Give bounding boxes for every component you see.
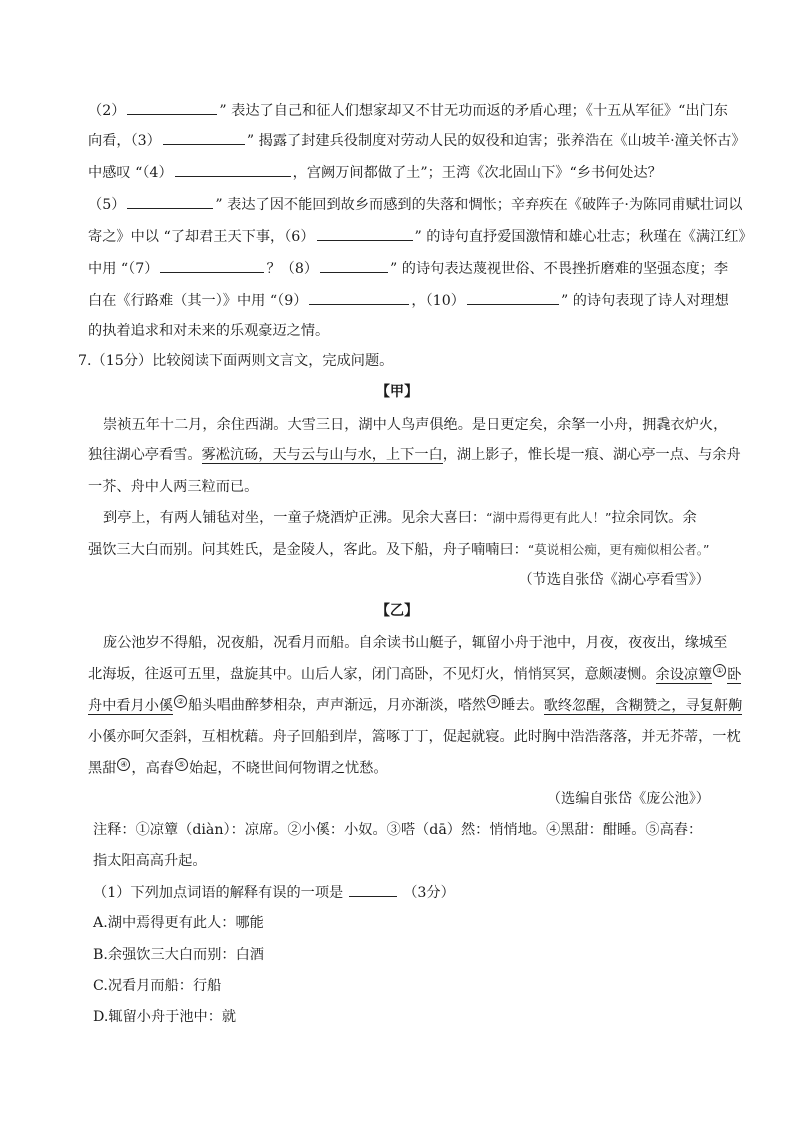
answer-blank-2[interactable] <box>127 100 217 115</box>
text: ” 表达了因不能回到故乡而感到的失落和惆怅；辛弃疾在《破阵子·为陈同甫赋壮词以 <box>215 197 743 213</box>
text: ” 表达了自己和征人们想家却又不甘无功而返的矛盾心理；《十五从军征》“出门东 <box>219 103 728 119</box>
text: （1）下列加点词语的解释有误的一项是 <box>93 885 344 901</box>
text: 黑甜 <box>88 760 117 777</box>
poem-line-8: 的执着追求和对未来的乐观豪迈之情。 <box>88 323 330 339</box>
text: （5） <box>88 197 126 213</box>
text: 强饮三大白而别。问其姓氏，是金陵人，客此。及下船，舟子喃喃曰： <box>88 542 528 558</box>
sub-question-1-stem <box>93 882 455 903</box>
text: 北海坂，往返可五里，盘旋其中。山后人家，闭门高卧，不见灯火，悄悄冥冥，意颇凄恻。 <box>88 666 656 683</box>
text: ？（8） <box>266 261 319 277</box>
text: 睡去。 <box>501 697 544 714</box>
text: 中感叹 “（4） <box>88 165 173 181</box>
quotation: “湖中焉得更有此人！” <box>486 510 612 525</box>
passage-a-title: 【甲】 <box>375 384 419 400</box>
passage-a-source: （节选自张岱《湖心亭看雪》） <box>518 572 710 588</box>
footnote-marker: ④ <box>117 758 130 771</box>
option-d[interactable]: D.辄留小舟于池中：就 <box>93 1009 237 1025</box>
text: 向看，（3） <box>88 133 161 149</box>
passage-a-line-4 <box>103 508 697 528</box>
notes-line-2: 指太阳高高升起。 <box>93 853 207 869</box>
passage-a-line-2 <box>88 445 741 465</box>
underlined-sentence: 余设凉簟 <box>655 666 713 683</box>
poem-line-6 <box>88 258 728 279</box>
option-a[interactable]: A.湖中焉得更有此人：哪能 <box>93 915 264 931</box>
answer-blank-6[interactable] <box>317 226 413 241</box>
passage-b-source: （选编自张岱《庞公池》） <box>546 791 710 807</box>
answer-blank-8[interactable] <box>320 258 388 273</box>
text: （3分） <box>403 885 455 901</box>
notes-line-1: 注释：①凉簟（diàn）：凉席。②小傒：小奴。③嗒（dā）然：悄悄地。④黑甜：酣睡。⑤高舂： <box>93 822 703 838</box>
text: 始起，不晓世间何物谓之忧愁。 <box>188 760 388 777</box>
text: ” 的诗句直抒爱国激情和雄心壮志；秋瑾在《满江红》 <box>414 229 753 245</box>
answer-blank-7[interactable] <box>160 258 264 273</box>
poem-line-3 <box>88 162 662 183</box>
answer-blank-10[interactable] <box>467 290 559 305</box>
text: ” 的诗句表现了诗人对理想 <box>560 293 729 309</box>
question-7-heading: 7.（15分）比较阅读下面两则文言文，完成问题。 <box>78 353 394 369</box>
answer-blank-5[interactable] <box>127 194 213 209</box>
passage-a-line-1: 崇祯五年十二月，余住西湖。大雪三日，湖中人鸟声俱绝。是日更定矣，余拏一小舟，拥毳衣炉火， <box>103 417 728 433</box>
footnote-marker: ③ <box>487 695 500 708</box>
footnote-marker: ⑤ <box>175 758 188 771</box>
text: 独往湖心亭看雪。 <box>88 447 202 463</box>
passage-b-line-4: 小傒亦呵欠歪斜，互相枕藉。舟子回船到岸，篙啄丁丁，促起就寝。此时胸中浩浩落落，并无芥蒂，一枕 <box>88 729 741 745</box>
text: 船头唱曲醉梦相杂，声声渐远，月亦渐淡，嗒然 <box>188 697 487 714</box>
passage-b-line-5 <box>88 758 388 779</box>
answer-blank[interactable] <box>349 882 397 897</box>
option-b[interactable]: B.余强饮三大白而别：白酒 <box>93 947 264 963</box>
footnote-marker: ① <box>713 664 726 677</box>
text: ，（10） <box>411 293 465 309</box>
text: （2） <box>88 103 126 119</box>
passage-a-line-5 <box>88 540 710 560</box>
passage-b-line-2 <box>88 664 741 685</box>
underlined-sentence: 卧 <box>727 666 742 683</box>
underlined-sentence: 舟中看月小傒 <box>88 697 174 714</box>
passage-b-line-1: 庞公池岁不得船，况夜船，况看月而船。自余读书山艇子，辄留小舟于池中，月夜，夜夜出，缘城至 <box>103 635 728 651</box>
text: ，宫阙万间都做了土”；王湾《次北固山下》“乡书何处达？ <box>292 165 662 181</box>
text: 寄之》中以 “了却君王天下事，（6） <box>88 229 315 245</box>
footnote-marker: ② <box>174 695 187 708</box>
answer-blank-9[interactable] <box>309 290 409 305</box>
quotation: “莫说相公痴，更有痴似相公者。” <box>527 542 710 557</box>
poem-line-4 <box>88 194 742 215</box>
poem-line-1 <box>88 100 728 121</box>
passage-b-title: 【乙】 <box>375 603 419 619</box>
answer-blank-4[interactable] <box>175 162 291 177</box>
text: 白在《行路难（其一）》中用 “（9） <box>88 293 308 309</box>
text: ，湖上影子，惟长堤一痕、湖心亭一点、与余舟 <box>442 447 741 463</box>
answer-blank-3[interactable] <box>163 130 245 145</box>
text: 拉余同饮。余 <box>611 510 697 526</box>
text: ” 揭露了封建兵役制度对劳动人民的奴役和迫害；张养浩在《山坡羊·潼关怀古》 <box>246 133 746 149</box>
text: ，高舂 <box>131 760 174 777</box>
poem-line-7 <box>88 290 729 311</box>
poem-line-5 <box>88 226 753 247</box>
poem-line-2 <box>88 130 746 151</box>
underlined-sentence: 歌终忽醒，含糊赞之，寻复鼾齁 <box>543 697 743 714</box>
underlined-sentence: 雾凇沆砀，天与云与山与水，上下一白 <box>201 447 443 463</box>
option-c[interactable]: C.况看月而船：行船 <box>93 978 222 994</box>
text: 中用 “（7） <box>88 261 159 277</box>
text: 到亭上，有两人铺毡对坐，一童子烧酒炉正沸。见余大喜曰： <box>103 510 487 526</box>
passage-a-line-3: 一芥、舟中人两三粒而已。 <box>88 479 259 495</box>
passage-b-line-3 <box>88 695 742 716</box>
text: ” 的诗句表达蔑视世俗、不畏挫折磨难的坚强态度；李 <box>390 261 729 277</box>
